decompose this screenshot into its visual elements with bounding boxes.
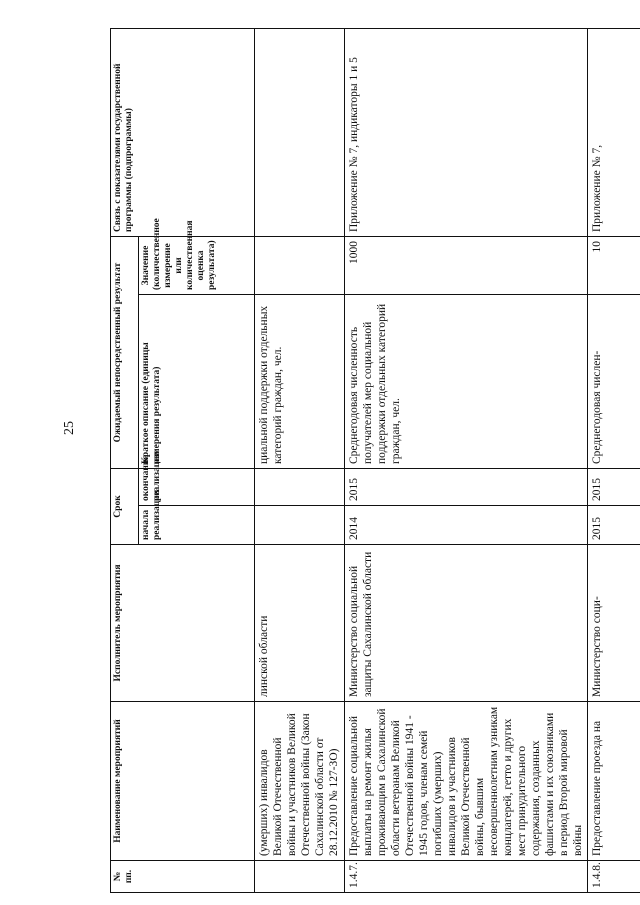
table-row	[255, 29, 345, 893]
cell-start: 2014	[345, 506, 588, 545]
cell-name: Предоставление проезда на	[588, 702, 640, 861]
header-result-desc: Краткое описание (единицы измерения результата)	[139, 295, 255, 469]
activities-table	[110, 28, 640, 893]
header-result-value: Значение (количественное измерение или количественная оценка результата)	[139, 237, 255, 295]
header-term-start: начала реализации	[139, 506, 255, 545]
cell-num	[255, 861, 345, 893]
table-row	[588, 29, 640, 893]
cell-start	[255, 506, 345, 545]
cell-end: 2015	[345, 469, 588, 506]
header-link: Связь с показателями государственной программы (подпрограммы)	[111, 29, 255, 237]
cell-value	[255, 237, 345, 295]
cell-link	[255, 29, 345, 237]
cell-num: 1.4.8.	[588, 861, 640, 893]
cell-link: Приложение № 7,	[588, 29, 640, 237]
header-name: Наименование мероприятий	[111, 702, 255, 861]
table-row	[345, 29, 588, 893]
header-result: Ожидаемый непосредственный результат	[111, 237, 139, 469]
cell-executor: Министерство социальной защиты Сахалинской области	[345, 545, 588, 702]
header-term: Срок	[111, 469, 139, 545]
cell-desc: циальной поддержки отдельных категорий граждан, чел.	[255, 295, 345, 469]
cell-desc: Среднегодовая числен-	[588, 295, 640, 469]
cell-value: 10	[588, 237, 640, 295]
cell-num: 1.4.7.	[345, 861, 588, 893]
cell-name: (умерших) инвалидов Великой Отечественной войны и участников Великой Отечественной войны (Закон Сахалинской области от 28.12.2010 № 127-ЗО)	[255, 702, 345, 861]
header-executor: Исполнитель мероприятия	[111, 545, 255, 702]
header-row-1	[111, 29, 139, 893]
cell-executor: Министерство соци-	[588, 545, 640, 702]
cell-end	[255, 469, 345, 506]
cell-end: 2015	[588, 469, 640, 506]
header-term-end: окончания реализации	[139, 469, 255, 506]
cell-link: Приложение № 7, индикаторы 1 и 5	[345, 29, 588, 237]
cell-name: Предоставление социальной выплаты на ремонт жилья проживающим в Сахалинской области ветеранам Великой Отечественной войны 1941 - 1945 годов, членам семей погибших (умерших) инвалидов и участников Великой Отечественной войны, бывшим несовершеннолетним узникам концлагерей, гетто и других мест принудительного содержания, созданных фашистами и их союзниками в период Второй мировой войны	[345, 702, 588, 861]
rotated-table-container	[110, 29, 615, 893]
header-num: № пп.	[111, 861, 255, 893]
cell-start: 2015	[588, 506, 640, 545]
cell-value: 1000	[345, 237, 588, 295]
page-number: 25	[62, 421, 77, 435]
cell-executor: линской области	[255, 545, 345, 702]
cell-desc: Среднегодовая численность получателей мер социальной поддержки отдельных категорий граждан, чел.	[345, 295, 588, 469]
